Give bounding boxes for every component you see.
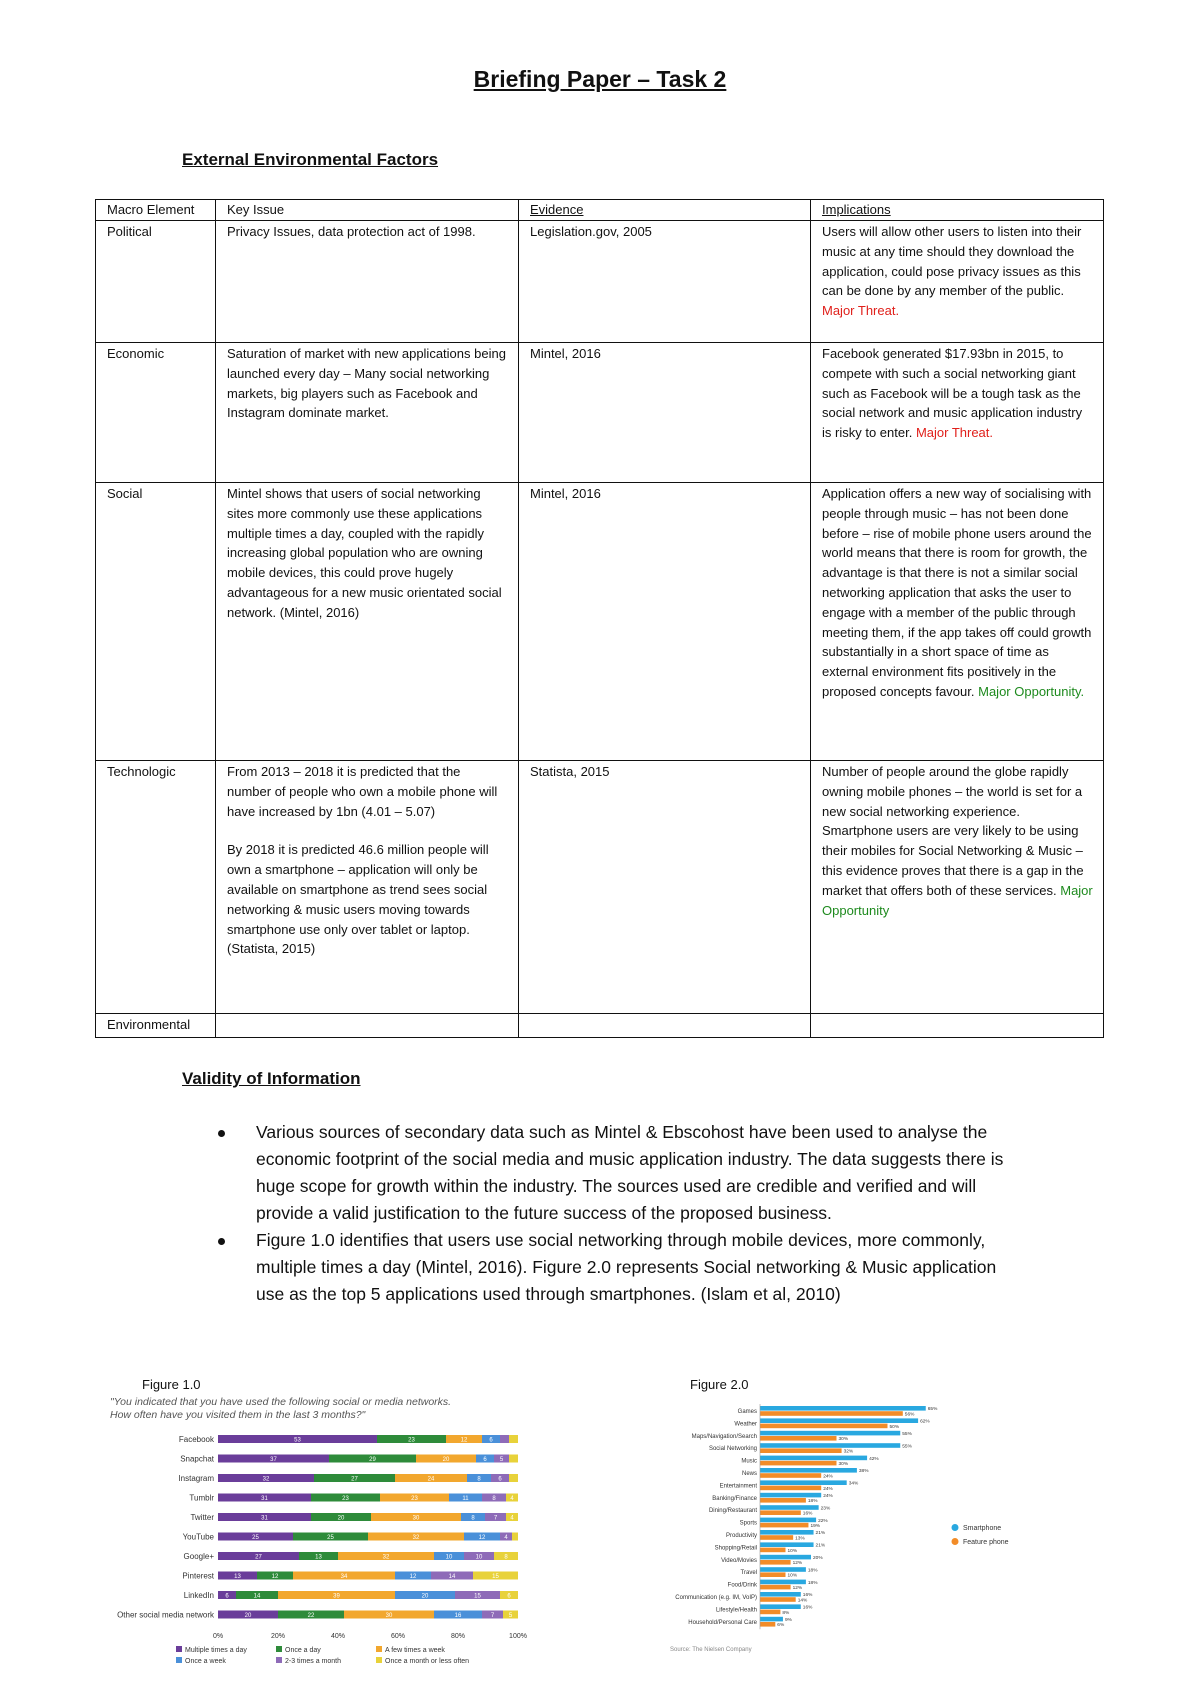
data-label: 5: [508, 1613, 513, 1619]
cell-evidence: [519, 1014, 811, 1038]
cell-evidence-text: Legislation.gov, 2005: [530, 224, 652, 239]
bar: [760, 1424, 888, 1429]
bar: [760, 1456, 867, 1461]
category-label: Banking/Finance: [712, 1495, 757, 1502]
category-label: Productivity: [725, 1533, 757, 1539]
bar: [760, 1597, 796, 1602]
data-label: 27: [351, 1476, 358, 1483]
cell-evidence: [519, 343, 811, 483]
data-label: 38%: [858, 1469, 869, 1475]
cell-implications-text: Users will allow other users to listen into their music at any time should they download the application, could pose privacy issues as this can be done by any member of the public.: [822, 224, 1082, 299]
bar: [760, 1548, 786, 1553]
data-label: 6: [498, 1476, 502, 1483]
cell-key-issue-text: Saturation of market with new applications being launched every day – Many social networking markets, big players such as Facebook and Instagram dominate market.: [227, 346, 506, 421]
data-label: 20: [244, 1613, 252, 1619]
cell-implications: [811, 221, 1104, 343]
data-label: 9%: [784, 1618, 792, 1623]
bar: [760, 1535, 793, 1540]
cell-evidence: [519, 483, 811, 761]
data-label: 25: [327, 1535, 334, 1541]
data-label: 53: [294, 1437, 301, 1444]
table-row: [96, 343, 1104, 483]
cell-evidence: [519, 761, 811, 1014]
data-label: 56%: [904, 1412, 915, 1418]
data-label: 6: [225, 1593, 229, 1600]
bar: [760, 1443, 900, 1448]
data-label: 62%: [920, 1419, 930, 1425]
category-label: Tumblr: [189, 1493, 214, 1503]
data-label: 12%: [792, 1586, 803, 1591]
cell-macro-element-text: Environmental: [107, 1017, 191, 1032]
data-label: 18%: [807, 1568, 818, 1574]
data-label: 32: [412, 1535, 420, 1541]
x-tick-label: 100%: [509, 1633, 527, 1640]
data-label: 20: [442, 1457, 450, 1463]
category-label: News: [741, 1471, 757, 1477]
legend-swatch: [176, 1646, 182, 1652]
category-label: Facebook: [178, 1435, 214, 1444]
data-label: 12: [271, 1574, 279, 1580]
data-label: 34%: [848, 1481, 859, 1487]
cell-key-issue-text: From 2013 – 2018 it is predicted that the number of people who own a mobile phone will have increased by 1bn (4.01 – 5.07): [227, 764, 498, 819]
document-title: Briefing Paper – Task 2: [473, 66, 727, 92]
verdict-label: Major Threat.: [915, 425, 994, 441]
data-label: 14: [448, 1574, 456, 1580]
bar: [760, 1473, 821, 1478]
data-label: 8: [492, 1496, 496, 1502]
category-label: Pinterest: [182, 1571, 214, 1581]
data-label: 19%: [810, 1524, 821, 1529]
data-label: 30: [412, 1515, 420, 1522]
data-label: 39: [333, 1593, 340, 1600]
category-label: Maps/Navigation/Search: [691, 1433, 757, 1440]
cell-macro-element-text: Social: [107, 486, 143, 501]
data-label: 31: [261, 1496, 268, 1502]
figure2-label: Figure 2.0: [690, 1377, 749, 1392]
data-label: 37: [270, 1457, 277, 1463]
bullet-text: Figure 1.0 identifies that users use social networking through mobile devices, more commonly, multiple times a day (Mintel, 2016). Figure 2.0 represents Social networking & Music application use as the top 5 applications used through smartphones. (Islam et al, 2010): [256, 1230, 997, 1304]
bullet-dot-icon: [218, 1238, 225, 1245]
cell-evidence-text: Statista, 2015: [530, 764, 610, 779]
data-label: 27: [255, 1554, 262, 1561]
data-label: 6: [507, 1593, 511, 1600]
data-label: 30%: [838, 1462, 849, 1467]
data-label: 50%: [889, 1424, 900, 1430]
table-row: [96, 761, 1104, 1014]
cell-implications-text: Facebook generated $17.93bn in 2015, to compete with such a social networking giant such as Facebook will be a tough task as the social network and music application industry is risky to enter.: [822, 346, 1083, 441]
data-label: 24%: [823, 1494, 833, 1499]
cell-key-issue: [216, 343, 519, 483]
bar-segment: [509, 1455, 518, 1463]
data-label: 8: [471, 1515, 475, 1522]
legend-label: Once a week: [185, 1658, 226, 1665]
data-label: 4: [504, 1535, 508, 1541]
x-tick-label: 80%: [450, 1633, 466, 1640]
cell-key-issue-extra: By 2018 it is predicted 46.6 million people will own a smartphone – application will only be available on smartphone as trend sees social networking & music users moving towards smartphone use only over tablet or laptop. (Statista, 2015): [227, 842, 489, 957]
data-label: 29: [369, 1457, 376, 1463]
data-label: 16: [454, 1613, 462, 1619]
data-label: 8%: [782, 1610, 790, 1616]
legend-swatch: [952, 1538, 959, 1545]
x-tick-label: 0%: [212, 1633, 224, 1640]
data-label: 18%: [807, 1580, 818, 1586]
bar: [760, 1493, 821, 1498]
table-row: [96, 1014, 1104, 1038]
header-macro-element: Macro Element: [96, 200, 216, 221]
bar-segment: [509, 1474, 518, 1482]
bar: [760, 1436, 837, 1441]
figure1-chart: [108, 1393, 533, 1673]
legend-label: Once a day: [285, 1647, 321, 1654]
data-label: 31: [261, 1515, 268, 1522]
bar: [760, 1480, 847, 1485]
bar: [760, 1505, 819, 1510]
category-label: Communication (e.g. IM, VoIP): [675, 1595, 757, 1601]
bar: [760, 1448, 842, 1453]
verdict-label: Major Opportunity.: [978, 683, 1085, 699]
category-label: Twitter: [190, 1513, 214, 1522]
bar: [760, 1585, 791, 1590]
category-label: Games: [737, 1409, 757, 1415]
bar: [760, 1560, 791, 1565]
legend-swatch: [952, 1524, 959, 1531]
legend-label: Smartphone: [963, 1525, 1002, 1532]
bar-segment: [500, 1435, 509, 1443]
section-heading-external-factors: External Environmental Factors: [182, 150, 439, 169]
x-tick-label: 40%: [330, 1633, 346, 1640]
x-tick-label: 60%: [390, 1633, 406, 1640]
data-label: 18%: [807, 1499, 818, 1505]
cell-key-issue: [216, 1014, 519, 1038]
cell-implications: [811, 483, 1104, 761]
cell-key-issue: [216, 221, 519, 343]
data-label: 23%: [820, 1506, 831, 1512]
header-implications: Implications: [811, 200, 1104, 221]
category-label: Instagram: [178, 1474, 214, 1483]
data-label: 24%: [823, 1474, 833, 1480]
chart-source: Source: The Nielsen Company: [670, 1647, 752, 1654]
category-label: Music: [741, 1458, 757, 1465]
data-label: 6: [489, 1437, 493, 1444]
data-label: 8: [477, 1476, 481, 1483]
data-label: 10%: [787, 1548, 798, 1554]
data-label: 14%: [797, 1598, 808, 1604]
bar: [760, 1567, 806, 1572]
data-label: 15: [474, 1593, 481, 1600]
data-label: 4: [510, 1496, 514, 1502]
data-label: 23: [408, 1437, 415, 1444]
table-row: [96, 221, 1104, 343]
data-label: 13%: [795, 1536, 805, 1542]
bullet-list: [218, 1119, 1018, 1308]
data-label: 20%: [813, 1556, 823, 1561]
header-key-issue: Key Issue: [216, 200, 519, 221]
cell-key-issue: [216, 483, 519, 761]
cell-implications-text: Number of people around the globe rapidly owning mobile phones – the world is set for a new social networking experience. Smartphone users are very likely to be using their mobiles for Social Networking & Music – this evidence proves that there is a gap in the market that offers both of these services.: [822, 764, 1084, 898]
category-label: Household/Personal Care: [688, 1619, 757, 1626]
bar: [760, 1580, 806, 1585]
data-label: 32%: [843, 1449, 854, 1455]
data-label: 23: [411, 1496, 418, 1502]
data-label: 30: [385, 1613, 393, 1619]
data-label: 32: [262, 1476, 270, 1483]
x-tick-label: 20%: [270, 1633, 286, 1640]
bar: [760, 1542, 814, 1547]
data-label: 10%: [787, 1573, 798, 1579]
legend-swatch: [276, 1657, 282, 1663]
legend-swatch: [376, 1657, 382, 1663]
bullet-dot-icon: [218, 1130, 225, 1137]
cell-implications: [811, 1014, 1104, 1038]
bar: [760, 1523, 808, 1528]
data-label: 16%: [802, 1511, 813, 1517]
cell-evidence: [519, 221, 811, 343]
cell-macro-element: [96, 343, 216, 483]
bar: [760, 1572, 786, 1577]
cell-key-issue: [216, 761, 519, 1014]
data-label: 30%: [838, 1437, 849, 1443]
data-label: 20: [421, 1593, 429, 1600]
figure1-label: Figure 1.0: [142, 1377, 201, 1392]
category-label: Travel: [740, 1570, 757, 1577]
data-label: 12%: [792, 1561, 803, 1567]
data-label: 21%: [815, 1543, 826, 1549]
data-label: 55%: [902, 1432, 912, 1437]
data-label: 5: [499, 1457, 504, 1463]
category-label: Video/Movies: [721, 1557, 757, 1564]
data-label: 22: [307, 1613, 315, 1619]
data-label: 16%: [802, 1593, 813, 1599]
cell-evidence-text: Mintel, 2016: [530, 486, 601, 501]
cell-evidence-text: Mintel, 2016: [530, 346, 601, 361]
data-label: 7: [490, 1613, 495, 1619]
data-label: 12: [460, 1437, 468, 1444]
data-label: 16%: [802, 1605, 813, 1611]
bullet-text: Various sources of secondary data such as Mintel & Ebscohost have been used to analyse the economic footprint of the social media and music application industry. The data suggests there is huge scope for growth within the industry. The sources used are credible and verified and will provide a valid justification to the future success of the proposed business.: [256, 1122, 1004, 1223]
bar: [760, 1406, 926, 1411]
data-label: 10: [445, 1554, 453, 1561]
legend-swatch: [176, 1657, 182, 1663]
bar: [760, 1604, 801, 1609]
data-label: 23: [342, 1496, 349, 1502]
section-heading-validity: Validity of Information: [182, 1069, 361, 1088]
legend-label: Once a month or less often: [385, 1658, 470, 1665]
cell-implications: [811, 343, 1104, 483]
bar-segment: [512, 1533, 518, 1541]
category-label: Lifestyle/Health: [715, 1607, 757, 1614]
cell-macro-element: [96, 761, 216, 1014]
data-label: 15: [492, 1574, 499, 1580]
legend-label: 2-3 times a month: [285, 1658, 342, 1665]
category-label: YouTube: [182, 1532, 214, 1542]
bar: [760, 1510, 801, 1515]
data-label: 14: [253, 1593, 261, 1600]
bar: [760, 1592, 801, 1597]
data-label: 22%: [818, 1518, 828, 1524]
cell-macro-element: [96, 221, 216, 343]
bar: [760, 1622, 775, 1627]
bar: [760, 1468, 857, 1473]
data-label: 65%: [927, 1407, 938, 1413]
data-label: 21%: [815, 1531, 826, 1537]
data-label: 34: [340, 1574, 348, 1580]
figure2-chart: [660, 1398, 1080, 1668]
data-label: 13: [315, 1554, 322, 1561]
header-evidence: Evidence: [519, 200, 811, 221]
category-label: Sports: [739, 1520, 757, 1527]
verdict-label: Major Threat.: [822, 303, 900, 319]
bar: [760, 1530, 814, 1535]
legend-swatch: [376, 1646, 382, 1652]
data-label: 42%: [869, 1456, 879, 1462]
cell-macro-element-text: Economic: [107, 346, 165, 361]
data-label: 20: [337, 1515, 345, 1522]
table-header-row: [96, 200, 1104, 221]
legend-label: A few times a week: [385, 1647, 445, 1654]
data-label: 8: [504, 1554, 508, 1561]
data-label: 10: [475, 1554, 483, 1561]
bullet-item: [218, 1119, 1018, 1227]
bar: [760, 1418, 918, 1423]
category-label: Google+: [183, 1552, 214, 1561]
cell-key-issue-text: Mintel shows that users of social networking sites more commonly use these applications multiple times a day, coupled with the rapidly increasing global population who are owning mobile devices, this could prove hugely advantageous for a new music orientated social network. (Mintel, 2016): [227, 486, 502, 620]
bullet-item: [218, 1227, 1018, 1308]
data-label: 24: [427, 1476, 435, 1483]
environment-table: [95, 199, 1104, 1038]
bar: [760, 1555, 811, 1560]
bar-segment: [509, 1435, 518, 1443]
table-row: [96, 483, 1104, 761]
bar: [760, 1610, 780, 1615]
bar: [760, 1431, 900, 1436]
bar: [760, 1461, 837, 1466]
cell-macro-element-text: Political: [107, 224, 152, 239]
cell-macro-element-text: Technologic: [107, 764, 176, 779]
data-label: 25: [252, 1535, 259, 1541]
verdict-label: Major Opportunity: [822, 882, 1093, 918]
cell-implications: [811, 761, 1104, 1014]
bar: [760, 1617, 783, 1622]
category-label: Weather: [734, 1421, 757, 1428]
data-label: 32: [382, 1554, 390, 1561]
cell-macro-element: [96, 483, 216, 761]
legend-label: Feature phone: [963, 1539, 1009, 1546]
data-label: 6%: [777, 1623, 785, 1629]
chart-title: How often have you visited them in the last 3 months?": [110, 1409, 366, 1421]
cell-macro-element: [96, 1014, 216, 1038]
bar: [760, 1518, 816, 1523]
data-label: 11: [462, 1496, 469, 1502]
data-label: 13: [234, 1574, 241, 1580]
category-label: Food/Drink: [727, 1582, 757, 1589]
data-label: 7: [493, 1515, 498, 1522]
category-label: LinkedIn: [183, 1591, 214, 1600]
chart-title: "You indicated that you have used the following social or media networks.: [110, 1396, 452, 1408]
data-label: 4: [510, 1515, 514, 1522]
legend-label: Multiple times a day: [185, 1647, 247, 1654]
category-label: Social Networking: [708, 1446, 757, 1453]
data-label: 12: [409, 1574, 417, 1580]
bar: [760, 1411, 903, 1416]
category-label: Shopping/Retail: [714, 1545, 757, 1552]
legend-swatch: [276, 1646, 282, 1652]
data-label: 55%: [902, 1444, 912, 1450]
category-label: Snapchat: [180, 1454, 214, 1464]
bar: [760, 1498, 806, 1503]
category-label: Dining/Restaurant: [708, 1508, 757, 1515]
category-label: Entertainment: [719, 1483, 757, 1490]
bar: [760, 1486, 821, 1491]
data-label: 24%: [823, 1486, 833, 1492]
category-label: Other social media network: [117, 1610, 214, 1620]
data-label: 6: [483, 1457, 487, 1463]
data-label: 12: [478, 1535, 486, 1541]
cell-implications-text: Application offers a new way of socialising with people through music – has not been done before – rise of mobile phone users around the world means that there is room for growth, the advantage is that there is not a similar social networking application that asks the user to engage with a member of the public through meeting them, if the app takes off could growth substantially in a short space of time as external environment fits positively in the proposed concepts favour.: [822, 486, 1092, 699]
cell-key-issue-text: Privacy Issues, data protection act of 1998.: [227, 224, 476, 239]
